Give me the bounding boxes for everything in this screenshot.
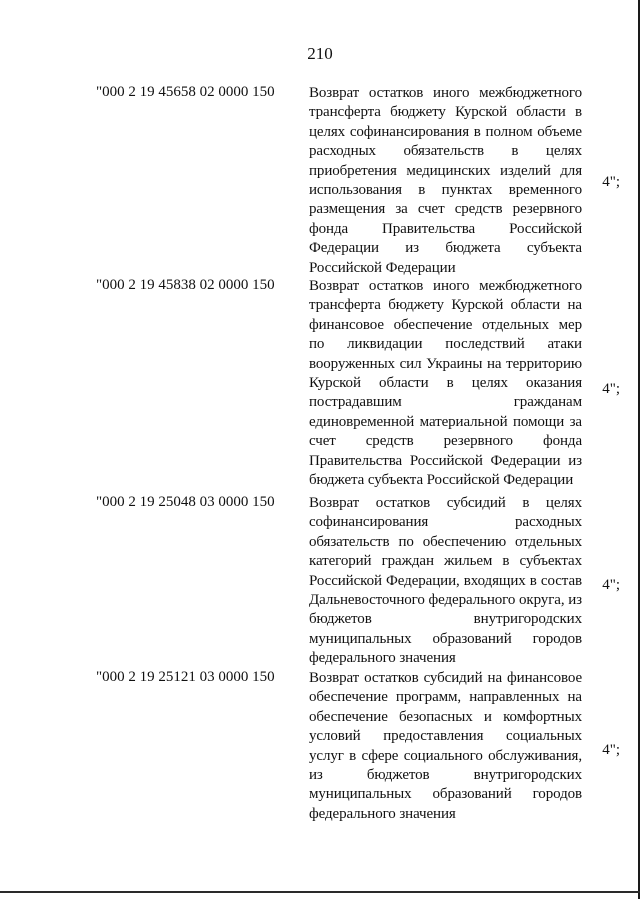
- budget-code: "000 2 19 25048 03 0000 150: [96, 494, 275, 510]
- budget-code: "000 2 19 45658 02 0000 150: [96, 84, 275, 100]
- row-suffix: 4";: [602, 381, 620, 397]
- row-description: Возврат остатков иного межбюджетного трансферта бюджету Курской области в целях софинансирования в полном объеме расходных обязательств в целях приобретения медицинских изделий для использования в пунктах временного размещения за счет средств резервного фонда Правительства Российской Федерации из бюджета субъекта Российской Федерации: [309, 85, 582, 276]
- row-suffix: 4";: [602, 742, 620, 758]
- row-suffix: 4";: [602, 174, 620, 190]
- row-description: Возврат остатков иного межбюджетного трансферта бюджету Курской области на финансовое обеспечение отдельных мер по ликвидации последствий атаки вооруженных сил Украины на территорию Курской области в целях оказания пострадавшим гражданам единовременной материальной помощи за счет средств резервного фонда Правительства Российской Федерации из бюджета субъекта Российской Федерации: [309, 278, 582, 489]
- page-number: 210: [307, 44, 333, 63]
- row-description: Возврат остатков субсидий в целях софинансирования расходных обязательств по обеспечению отдельных категорий граждан жильем в субъектах Российской Федерации, входящих в состав Дальневосточного федерального округа, из бюджетов внутригородских муниципальных образований городов федерального значения: [309, 495, 582, 667]
- bottom-rule: [0, 891, 640, 893]
- budget-code: "000 2 19 25121 03 0000 150: [96, 669, 275, 685]
- budget-code: "000 2 19 45838 02 0000 150: [96, 277, 275, 293]
- row-description: Возврат остатков субсидий на финансовое обеспечение программ, направленных на обеспечение безопасных и комфортных условий предоставления социальных услуг в сфере социального обслуживания, из бюджетов внутригородских муниципальных образований городов федерального значения: [309, 670, 582, 822]
- row-suffix: 4";: [602, 577, 620, 593]
